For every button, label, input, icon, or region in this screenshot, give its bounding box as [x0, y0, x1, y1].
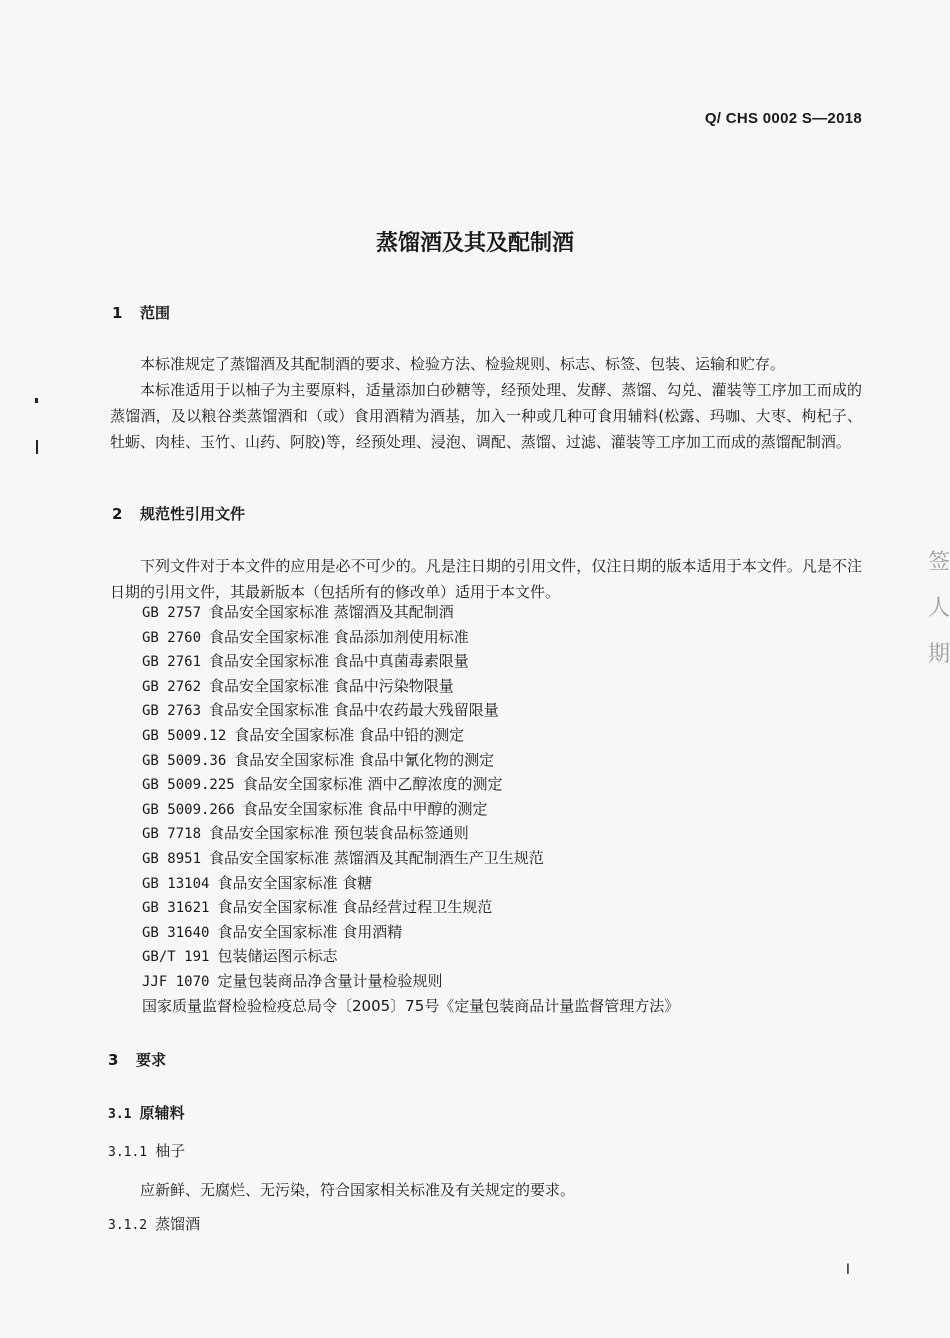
reference-item — [142, 600, 679, 625]
reference-code: GB/T 191 — [142, 949, 210, 966]
section-number: 1 — [112, 304, 123, 322]
reference-list — [142, 600, 679, 1018]
reference-item — [142, 698, 679, 723]
paragraph: 应新鲜、无腐烂、无污染，符合国家相关标准及有关规定的要求。 — [140, 1181, 576, 1199]
section-title: 要求 — [136, 1051, 167, 1069]
reference-code: GB 2763 — [142, 703, 202, 720]
reference-item — [142, 674, 679, 699]
reference-code: GB 7718 — [142, 826, 202, 843]
reference-item — [142, 969, 679, 994]
section-3-heading — [108, 1049, 166, 1070]
reference-code: GB 13104 — [142, 875, 210, 892]
paragraph: 本标准适用于以柚子为主要原料，适量添加白砂糖等，经预处理、发酵、蒸馏、勾兑、灌装等工序加工而成的蒸馏酒，及以粮谷类蒸馏酒和（或）食用酒精为酒基，加入一种或几种可食用辅料(松露、玛咖、大枣、枸杞子、牡蛎、肉桂、玉竹、山药、阿胶)等，经预处理、浸泡、调配、蒸馏、过滤、灌装等工序加工而成的蒸馏配制酒。 — [110, 381, 862, 451]
reference-title: 食品安全国家标准 食品中污染物限量 — [209, 676, 454, 695]
subsection-number: 3.1.1 — [108, 1145, 148, 1160]
reference-title: 包装储运图示标志 — [217, 947, 338, 966]
reference-title: 食品安全国家标准 食品中铅的测定 — [234, 725, 465, 744]
reference-title: 食品安全国家标准 蒸馏酒及其配制酒 — [209, 603, 454, 621]
reference-item — [142, 895, 679, 920]
paragraph: 本标准规定了蒸馏酒及其配制酒的要求、检验方法、检验规则、标志、标签、包装、运输和贮存。 — [140, 355, 786, 373]
section-title: 范围 — [140, 304, 171, 322]
reference-item — [142, 944, 679, 969]
reference-code: GB 5009.225 — [142, 777, 235, 794]
section-2-intro — [110, 553, 862, 605]
paragraph: 下列文件对于本文件的应用是必不可少的。凡是注日期的引用文件，仅注日期的版本适用于本文件。凡是不注日期的引用文件，其最新版本（包括所有的修改单）适用于本文件。 — [110, 557, 862, 601]
reference-title: 国家质量监督检验检疫总局令〔2005〕75号《定量包装商品计量监督管理方法》 — [142, 996, 680, 1015]
scan-mark — [36, 440, 38, 454]
section-number: 2 — [112, 505, 123, 523]
subsection-3-1-2-heading — [108, 1213, 200, 1234]
edge-glyph: 期 — [927, 642, 950, 667]
reference-item — [142, 871, 679, 896]
reference-title: 食品安全国家标准 蒸馏酒及其配制酒生产卫生规范 — [209, 848, 544, 867]
reference-title: 定量包装商品净含量计量检验规则 — [217, 971, 443, 990]
reference-item — [142, 994, 679, 1019]
reference-item — [142, 748, 679, 773]
section-number: 3 — [108, 1051, 119, 1069]
reference-item — [142, 797, 679, 822]
reference-item — [142, 723, 679, 748]
reference-code: GB 5009.36 — [142, 752, 227, 769]
scan-edge-text — [906, 540, 950, 710]
reference-title: 食品安全国家标准 食糖 — [217, 873, 373, 892]
reference-title: 食品安全国家标准 酒中乙醇浓度的测定 — [242, 775, 503, 794]
edge-glyph: 人 — [927, 596, 950, 621]
reference-code: GB 2757 — [142, 605, 202, 621]
edge-glyph: 签 — [927, 550, 950, 575]
subsection-number: 3.1 — [108, 1107, 132, 1122]
reference-item — [142, 625, 679, 650]
reference-code: GB 5009.12 — [142, 727, 227, 744]
standard-code: Q/ CHS 0002 S—2018 — [704, 110, 862, 127]
reference-code: GB 2760 — [142, 629, 202, 646]
reference-code: GB 31621 — [142, 900, 210, 917]
reference-title: 食品安全国家标准 食品添加剂使用标准 — [209, 627, 469, 646]
subsection-number: 3.1.2 — [108, 1218, 148, 1233]
reference-code: GB 2762 — [142, 678, 202, 695]
subsection-3-1-heading — [108, 1102, 185, 1123]
scan-mark — [35, 398, 38, 403]
reference-title: 食品安全国家标准 食品中真菌毒素限量 — [209, 652, 469, 671]
reference-code: GB 8951 — [142, 850, 202, 867]
reference-title: 食品安全国家标准 预包装食品标签通则 — [209, 824, 469, 843]
reference-code: GB 31640 — [142, 924, 210, 941]
reference-item — [142, 920, 679, 945]
section-2-heading — [112, 503, 245, 524]
document-title: 蒸馏酒及其及配制酒 — [375, 231, 574, 256]
reference-title: 食品安全国家标准 食品中氰化物的测定 — [234, 750, 495, 769]
reference-title: 食品安全国家标准 食品中农药最大残留限量 — [209, 701, 499, 720]
reference-item — [142, 772, 679, 797]
reference-title: 食品安全国家标准 食用酒精 — [217, 922, 403, 941]
section-title: 规范性引用文件 — [140, 505, 246, 523]
reference-item — [142, 821, 679, 846]
subsection-3-1-1-heading — [108, 1140, 185, 1161]
reference-item — [142, 649, 679, 674]
reference-title: 食品安全国家标准 食品经营过程卫生规范 — [217, 898, 493, 917]
subsection-3-1-1-body — [110, 1177, 862, 1203]
subsection-title: 蒸馏酒 — [155, 1215, 201, 1233]
section-1-heading — [112, 302, 170, 323]
subsection-title: 柚子 — [155, 1142, 186, 1160]
reference-code: GB 5009.266 — [142, 801, 235, 818]
reference-item — [142, 846, 679, 871]
reference-code: GB 2761 — [142, 654, 202, 671]
reference-code: JJF 1070 — [142, 973, 210, 990]
subsection-title: 原辅料 — [139, 1104, 185, 1122]
reference-title: 食品安全国家标准 食品中甲醇的测定 — [242, 799, 488, 818]
section-1-body — [110, 351, 862, 455]
page-number: I — [845, 1262, 850, 1278]
